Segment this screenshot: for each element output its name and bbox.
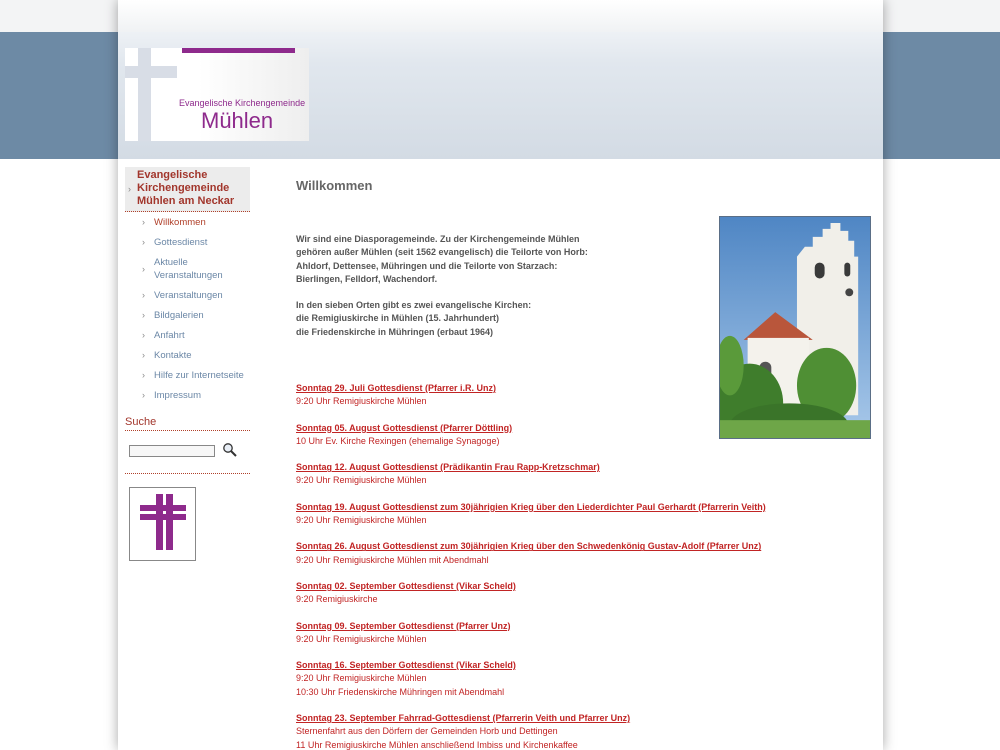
chevron-right-icon: › bbox=[128, 184, 131, 194]
sidebar-heading-label: Evangelische Kirchengemeinde Mühlen am Neckar bbox=[137, 169, 235, 207]
event-detail: 9:20 Uhr Remigiuskirche Mühlen bbox=[296, 673, 427, 684]
event-detail: 9:20 Uhr Remigiuskirche Mühlen bbox=[296, 396, 427, 407]
search-icon[interactable] bbox=[222, 442, 238, 458]
intro-paragraph bbox=[296, 299, 706, 339]
event-detail: 9:20 Uhr Remigiuskirche Mühlen bbox=[296, 475, 427, 486]
events-list bbox=[296, 382, 876, 750]
cross-icon-bar2 bbox=[140, 514, 186, 520]
intro-line: Ahldorf, Dettensee, Mühringen und die Teilorte von Starzach: bbox=[296, 260, 558, 271]
sidebar-item-label: Hilfe zur Internetseite bbox=[154, 369, 244, 381]
logo-title: Mühlen bbox=[201, 108, 274, 133]
chevron-right-icon: › bbox=[142, 390, 145, 400]
sidebar-item[interactable] bbox=[125, 232, 250, 252]
intro-line: gehören außer Mühlen (seit 1562 evangelisch) die Teilorte von Horb: bbox=[296, 247, 588, 258]
event-title-link[interactable]: Sonntag 19. August Gottesdienst zum 30jährigien Krieg über den Liederdichter Paul Gerhardt (Pfarrerin Veith) bbox=[296, 501, 766, 512]
intro-line: die Friedenskirche in Mühringen (erbaut 1964) bbox=[296, 326, 494, 337]
event-item bbox=[296, 422, 876, 449]
event-title-link[interactable]: Sonntag 12. August Gottesdienst (Prädikantin Frau Rapp-Kretzschmar) bbox=[296, 462, 600, 473]
header bbox=[118, 0, 883, 159]
event-detail: 10 Uhr Ev. Kirche Rexingen (ehemalige Synagoge) bbox=[296, 435, 500, 446]
event-detail: 9:20 Uhr Remigiuskirche Mühlen mit Abendmahl bbox=[296, 554, 489, 565]
logo-cross-gap bbox=[151, 48, 177, 66]
chevron-right-icon: › bbox=[142, 350, 145, 360]
intro-line: Bierlingen, Felldorf, Wachendorf. bbox=[296, 273, 438, 284]
church-cross-badge[interactable] bbox=[129, 487, 196, 561]
event-item bbox=[296, 382, 876, 409]
event-item bbox=[296, 540, 876, 567]
sidebar-heading[interactable] bbox=[125, 167, 250, 212]
sidebar-item-label: Impressum bbox=[154, 389, 201, 401]
chevron-right-icon: › bbox=[142, 237, 145, 247]
event-title-link[interactable]: Sonntag 16. September Gottesdienst (Vikar Scheld) bbox=[296, 660, 516, 671]
chevron-right-icon: › bbox=[142, 370, 145, 380]
search-title: Suche bbox=[125, 416, 250, 431]
chevron-right-icon: › bbox=[142, 290, 145, 300]
chevron-right-icon: › bbox=[142, 217, 145, 227]
sidebar-item[interactable] bbox=[125, 212, 250, 232]
event-title-link[interactable]: Sonntag 23. September Fahrrad-Gottesdienst (Pfarrerin Veith und Pfarrer Unz) bbox=[296, 713, 631, 724]
sidebar-item[interactable] bbox=[125, 285, 250, 305]
sidebar-divider bbox=[125, 473, 250, 474]
event-title-link[interactable]: Sonntag 02. September Gottesdienst (Vikar Scheld) bbox=[296, 580, 516, 591]
cross-icon-part bbox=[166, 494, 173, 550]
event-detail: 11 Uhr Remigiuskirche Mühlen anschließend Imbiss und Kirchenkaffee bbox=[296, 739, 578, 750]
event-item bbox=[296, 501, 876, 528]
sidebar-item[interactable] bbox=[125, 305, 250, 325]
chevron-right-icon: › bbox=[142, 330, 145, 340]
event-detail: 9:20 Uhr Remigiuskirche Mühlen bbox=[296, 515, 427, 526]
event-title-link[interactable]: Sonntag 05. August Gottesdienst (Pfarrer Döttling) bbox=[296, 422, 513, 433]
cross-icon-bar bbox=[140, 505, 186, 511]
search-input[interactable] bbox=[129, 445, 215, 457]
event-item bbox=[296, 659, 876, 699]
event-title-link[interactable]: Sonntag 29. Juli Gottesdienst (Pfarrer i.R. Unz) bbox=[296, 383, 497, 393]
sidebar-nav bbox=[125, 167, 250, 405]
header-top-strip bbox=[118, 0, 883, 32]
chevron-right-icon: › bbox=[142, 263, 145, 274]
logo-accent-bar bbox=[182, 48, 295, 53]
sidebar-item[interactable] bbox=[125, 345, 250, 365]
cross-icon bbox=[156, 494, 163, 550]
event-detail: 10:30 Uhr Friedenskirche Mühringen mit Abendmahl bbox=[296, 686, 505, 697]
sidebar-item-label: Gottesdienst bbox=[154, 236, 208, 248]
logo-subtitle: Evangelische Kirchengemeinde bbox=[179, 98, 306, 108]
logo-cross-icon bbox=[138, 48, 151, 141]
event-detail: Sternenfahrt aus den Dörfern der Gemeinden Horb und Dettingen bbox=[296, 726, 558, 737]
main-content bbox=[296, 178, 876, 750]
event-item bbox=[296, 712, 876, 750]
event-title-link[interactable]: Sonntag 26. August Gottesdienst zum 30jährigien Krieg über den Schwedenkönig Gustav-Adolf (Pfarrer Unz) bbox=[296, 541, 762, 552]
sidebar-item-label: Aktuelle Veranstaltungen bbox=[154, 256, 223, 281]
intro-line: In den sieben Orten gibt es zwei evangelische Kirchen: bbox=[296, 300, 532, 311]
event-title-link[interactable]: Sonntag 09. September Gottesdienst (Pfarrer Unz) bbox=[296, 620, 511, 631]
intro-line: die Remigiuskirche in Mühlen (15. Jahrhundert) bbox=[296, 313, 500, 324]
sidebar-item[interactable] bbox=[125, 385, 250, 405]
intro-paragraph bbox=[296, 233, 706, 286]
page-container bbox=[118, 0, 883, 750]
intro-line: Wir sind eine Diasporagemeinde. Zu der Kirchengemeinde Mühlen bbox=[296, 234, 580, 244]
sidebar-item[interactable] bbox=[125, 365, 250, 385]
sidebar-item-label: Veranstaltungen bbox=[154, 289, 223, 301]
sidebar-item-label: Kontakte bbox=[154, 349, 192, 361]
page-title: Willkommen bbox=[296, 178, 373, 193]
event-detail: 9:20 Remigiuskirche bbox=[296, 594, 378, 605]
event-item bbox=[296, 620, 876, 647]
sidebar-item[interactable] bbox=[125, 325, 250, 345]
event-item bbox=[296, 580, 876, 607]
logo-cross-bar bbox=[125, 66, 177, 78]
logo[interactable] bbox=[125, 48, 309, 141]
sidebar-item[interactable] bbox=[125, 252, 250, 285]
sidebar-item-label: Willkommen bbox=[154, 216, 206, 228]
sidebar-item-label: Anfahrt bbox=[154, 329, 185, 341]
event-item bbox=[296, 461, 876, 488]
event-detail: 9:20 Uhr Remigiuskirche Mühlen bbox=[296, 633, 427, 644]
chevron-right-icon: › bbox=[142, 310, 145, 320]
sidebar-item-label: Bildgalerien bbox=[154, 309, 204, 321]
intro-text bbox=[296, 233, 706, 352]
